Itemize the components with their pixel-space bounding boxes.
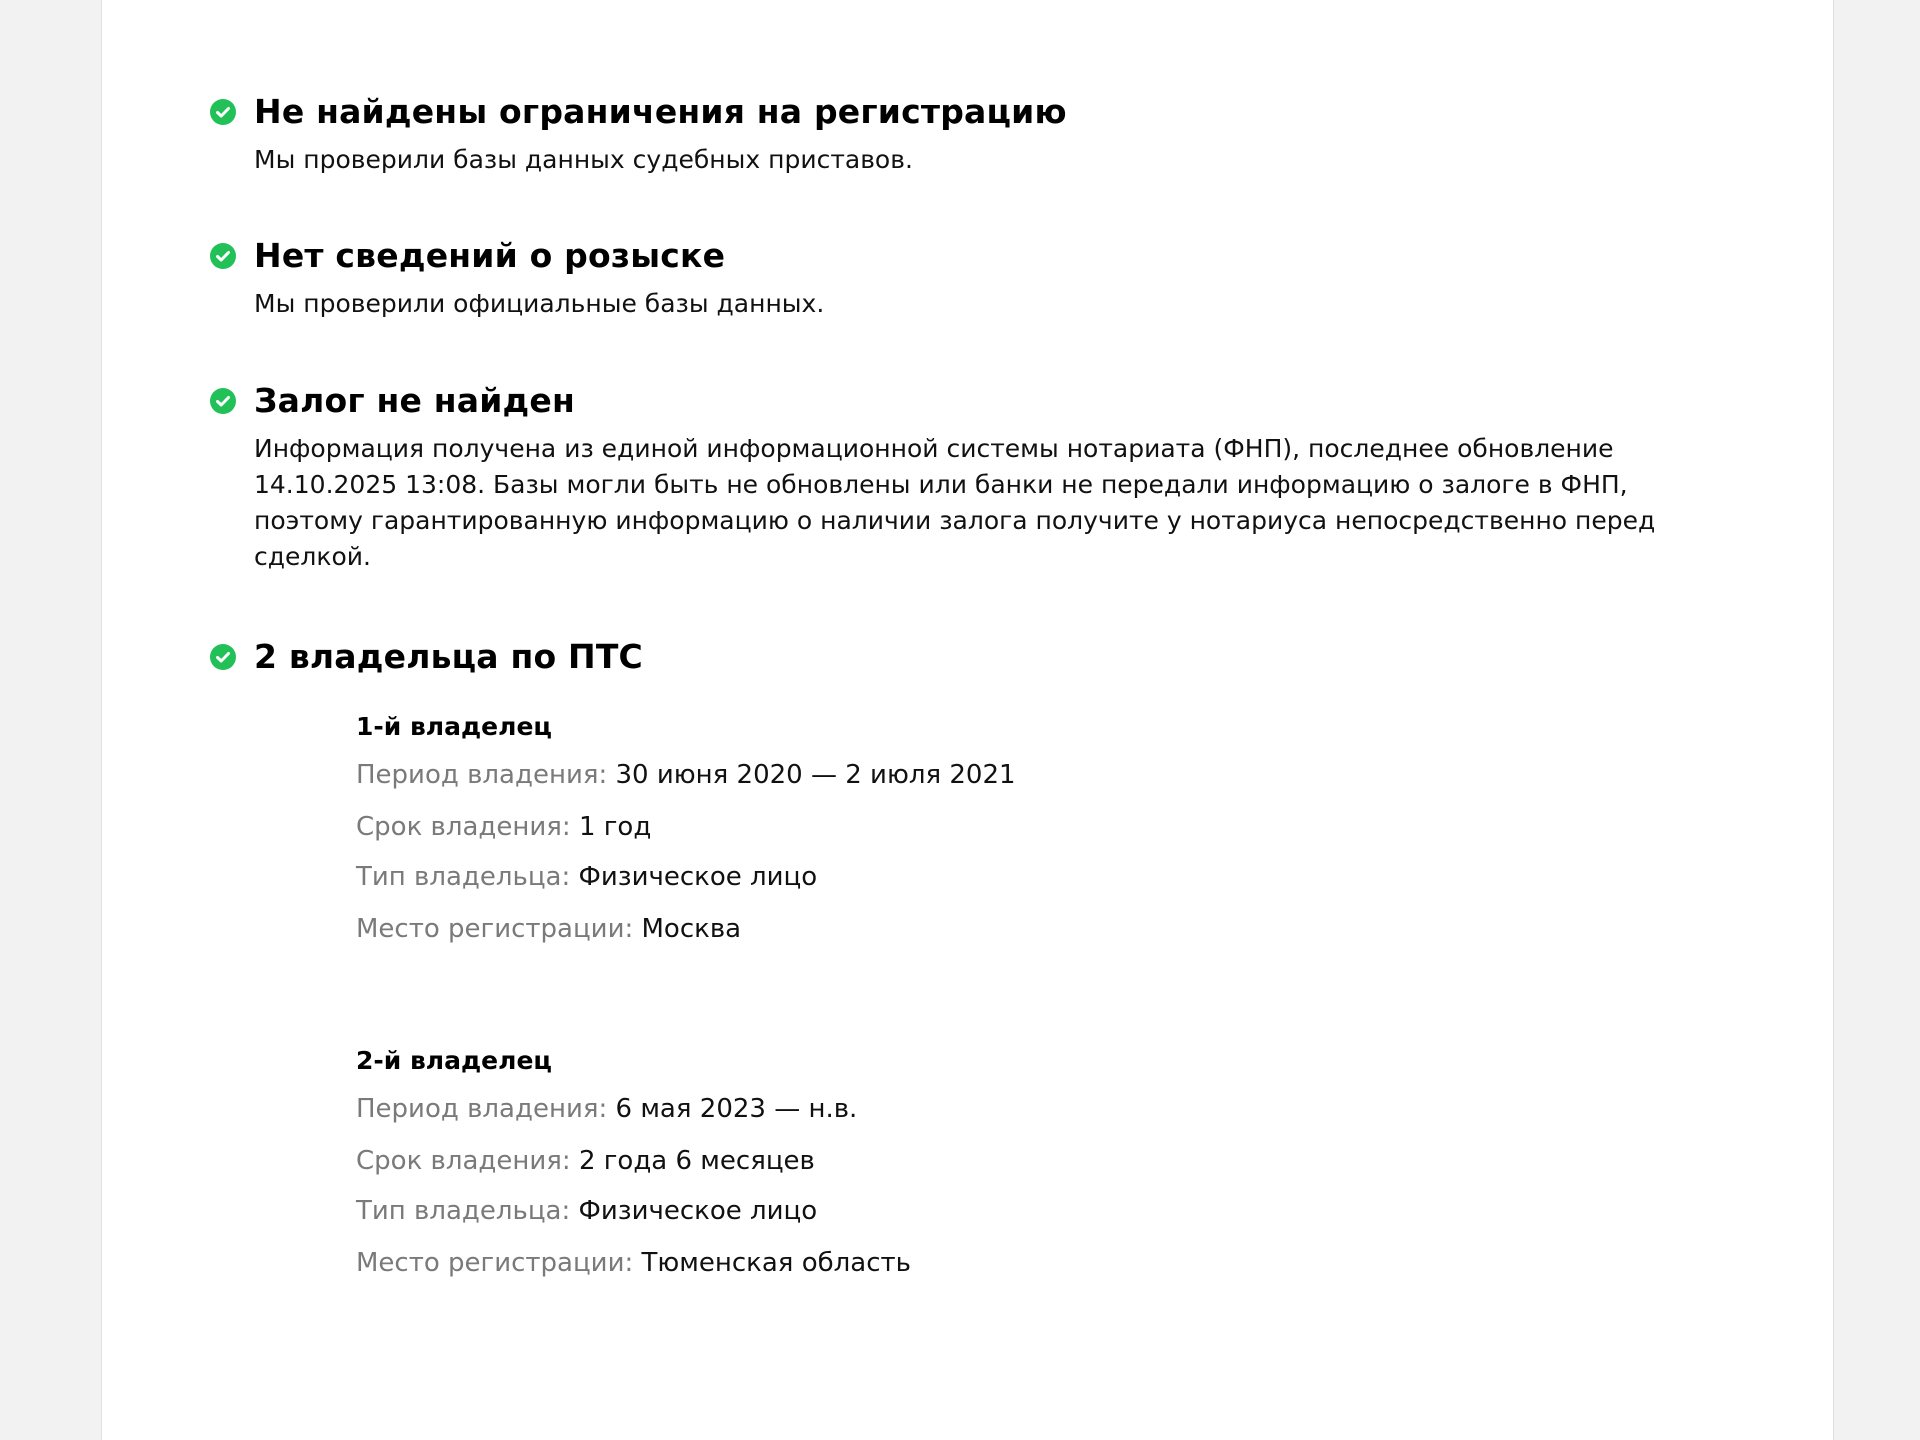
check-wanted-status xyxy=(210,234,1814,322)
owner-title: 2-й владелец xyxy=(356,1046,552,1075)
owner-type-value: Физическое лицо xyxy=(578,1196,818,1226)
owner-block-2 xyxy=(356,1043,1756,1281)
owner-type xyxy=(356,1193,1756,1229)
check-description: Мы проверили официальные базы данных. xyxy=(254,289,825,318)
check-title: Не найдены ограничения на регистрацию xyxy=(254,92,1067,131)
check-title: Залог не найден xyxy=(254,381,575,420)
check-description: Информация получена из единой информационной системы нотариата (ФНП), последнее обновление 14.10.2025 13:08. Базы могли быть не обновлены или банки не передали информацию о залоге в ФНП, поэтому гарантированную информацию о наличии залога получите у нотариуса непосредственно перед сделкой. xyxy=(254,434,1656,571)
check-title: Нет сведений о розыске xyxy=(254,236,726,275)
owner-term-value: 2 года 6 месяцев xyxy=(578,1146,815,1176)
owner-term-label: Срок владения: xyxy=(356,1146,571,1176)
owner-place-value: Тюменская область xyxy=(641,1248,911,1278)
owner-place-label: Место регистрации: xyxy=(356,1248,634,1278)
owner-type-label: Тип владельца: xyxy=(356,862,571,892)
owner-type-label: Тип владельца: xyxy=(356,1196,571,1226)
owner-term xyxy=(356,809,1756,845)
owner-period xyxy=(356,1091,1756,1127)
owner-period xyxy=(356,757,1756,793)
check-pledge xyxy=(210,379,1814,575)
check-title: 2 владельца по ПТС xyxy=(254,637,643,676)
owner-term-label: Срок владения: xyxy=(356,812,571,842)
check-circle-icon xyxy=(210,388,236,414)
owner-title: 1-й владелец xyxy=(356,712,552,741)
owner-type xyxy=(356,859,1756,895)
check-owners-count xyxy=(210,635,1814,679)
owner-place-label: Место регистрации: xyxy=(356,914,634,944)
owner-place xyxy=(356,911,1756,947)
owner-period-label: Период владения: xyxy=(356,760,608,790)
owner-place-value: Москва xyxy=(641,914,742,944)
owner-period-value: 6 мая 2023 — н.в. xyxy=(615,1094,858,1124)
check-circle-icon xyxy=(210,99,236,125)
check-registration-restrictions xyxy=(210,90,1814,178)
report-card xyxy=(101,0,1834,1440)
check-description: Мы проверили базы данных судебных приставов. xyxy=(254,145,913,174)
owner-term xyxy=(356,1143,1756,1179)
check-circle-icon xyxy=(210,243,236,269)
check-circle-icon xyxy=(210,644,236,670)
owner-term-value: 1 год xyxy=(578,812,652,842)
owner-place xyxy=(356,1245,1756,1281)
owner-block-1 xyxy=(356,709,1756,947)
owner-period-value: 30 июня 2020 — 2 июля 2021 xyxy=(615,760,1016,790)
owner-type-value: Физическое лицо xyxy=(578,862,818,892)
owner-period-label: Период владения: xyxy=(356,1094,608,1124)
